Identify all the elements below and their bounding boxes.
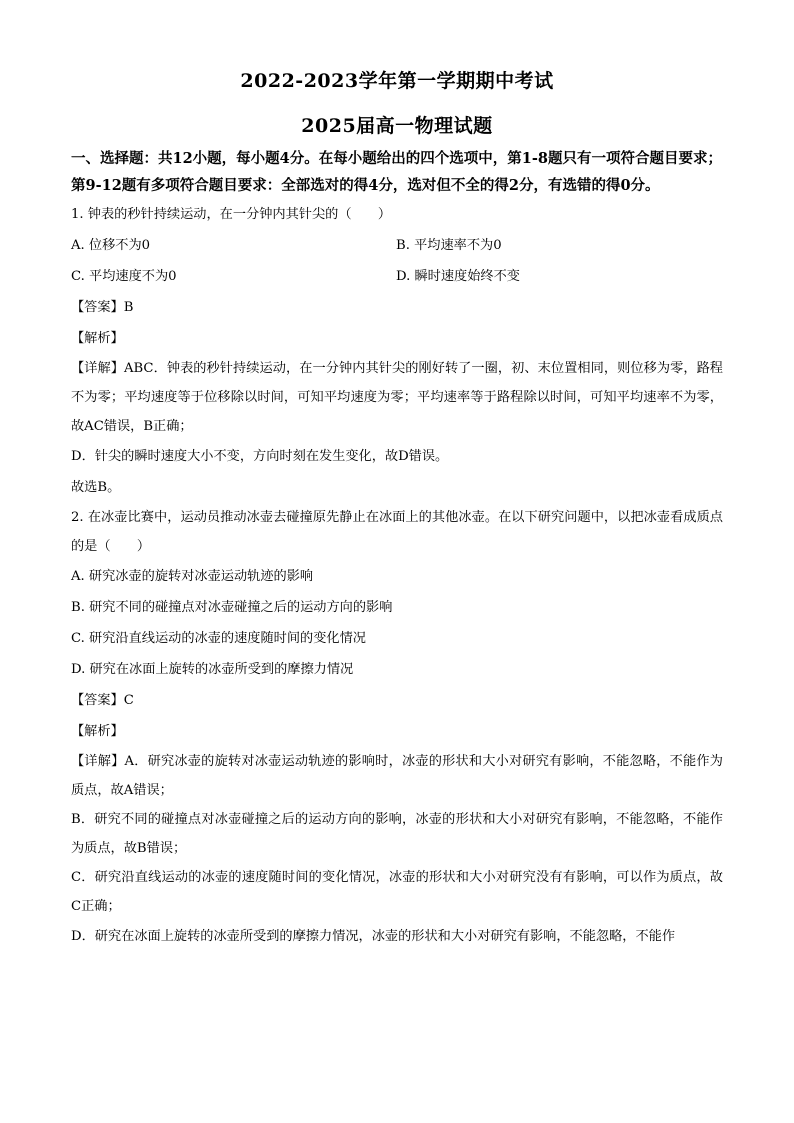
q1-detail: 【详解】ABC．钟表的秒针持续运动，在一分钟内其针尖的刚好转了一圈，初、末位置相同，则位移为零，路程不为零；平均速度等于位移除以时间，可知平均速度为零；平均速率等于路程除以时间，可知平均速率不为零，故AC错误，B正确； — [71, 361, 723, 434]
q1-stem: 1. 钟表的秒针持续运动，在一分钟内其针尖的（ ） — [71, 207, 392, 222]
q2-option-c: C. 研究沿直线运动的冰壶的速度随时间的变化情况 — [71, 631, 366, 646]
q1-option-b: B. 平均速率不为0 — [396, 238, 502, 253]
q2-detail-a: 【详解】A．研究冰壶的旋转对冰壶运动轨迹的影响时，冰壶的形状和大小对研究有影响，不能忽略，不能作为质点，故A错误； — [71, 754, 723, 798]
q1-option-d: D. 瞬时速度始终不变 — [396, 269, 520, 284]
q2-option-d: D. 研究在冰面上旋转的冰壶所受到的摩擦力情况 — [71, 662, 354, 677]
q1-conclusion: 故选B。 — [71, 480, 121, 495]
q1-analysis-label: 【解析】 — [71, 331, 124, 346]
q1-option-a: A. 位移不为0 — [71, 238, 151, 253]
q2-stem: 2. 在冰壶比赛中，运动员推动冰壶去碰撞原先静止在冰面上的其他冰壶。在以下研究问题中，以把冰壶看成质点的是（ ） — [71, 510, 723, 554]
q2-option-b: B. 研究不同的碰撞点对冰壶碰撞之后的运动方向的影响 — [71, 600, 393, 615]
exam-subtitle: 2025届高一物理试题 — [301, 115, 493, 137]
exam-page — [71, 66, 723, 952]
q2-option-a: A. 研究冰壶的旋转对冰壶运动轨迹的影响 — [71, 569, 314, 584]
q2-answer: 【答案】C — [71, 693, 134, 708]
q2-analysis-label: 【解析】 — [71, 724, 124, 739]
q1-option-c: C. 平均速度不为0 — [71, 269, 177, 284]
q1-options-row-2 — [71, 261, 723, 292]
q2-detail-c: C．研究沿直线运动的冰壶的速度随时间的变化情况，冰壶的形状和大小对研究没有有影响，可以作为质点，故C正确； — [71, 870, 723, 914]
section-instructions: 一、选择题：共12小题，每小题4分。在每小题给出的四个选项中，第1-8题只有一项符合题目要求；第9-12题有多项符合题目要求：全部选对的得4分，选对但不全的得2分，有选错的得0分。 — [71, 150, 722, 194]
exam-title: 2022-2023学年第一学期期中考试 — [240, 70, 554, 92]
q1-answer: 【答案】B — [71, 300, 134, 315]
q2-detail-d: D．研究在冰面上旋转的冰壶所受到的摩擦力情况，冰壶的形状和大小对研究有影响，不能忽略，不能作 — [71, 929, 676, 944]
q2-detail-b: B．研究不同的碰撞点对冰壶碰撞之后的运动方向的影响，冰壶的形状和大小对研究有影响，不能忽略，不能作为质点，故B错误； — [71, 812, 723, 856]
q1-options-row-1 — [71, 230, 723, 261]
q1-detail-d: D．针尖的瞬时速度大小不变，方向时刻在发生变化，故D错误。 — [71, 449, 449, 464]
